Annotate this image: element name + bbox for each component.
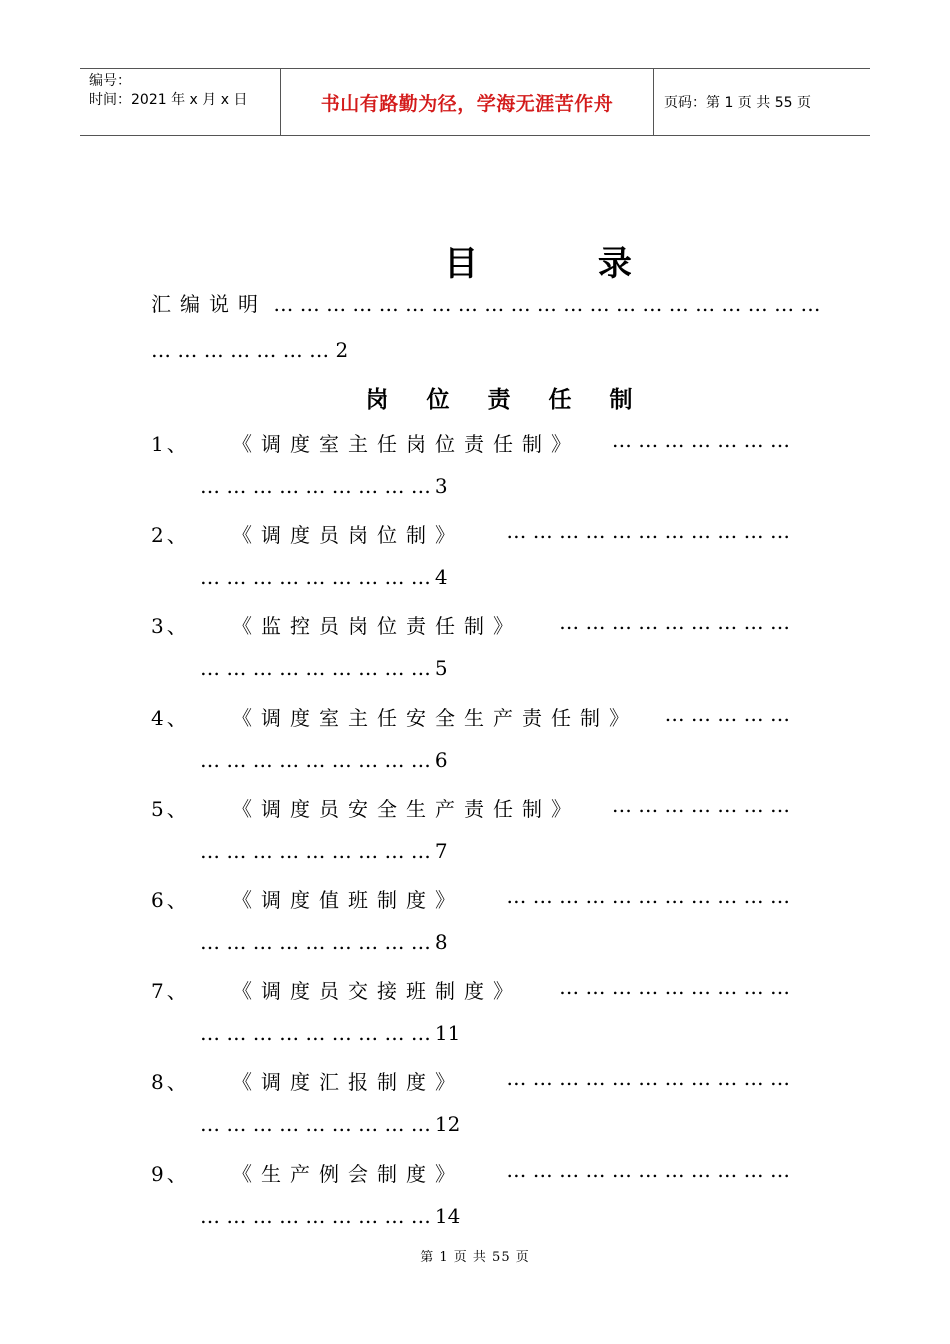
toc-entry-leader-cont: … … … … … … … … …	[200, 474, 431, 498]
toc-entry-leader-cont: … … … … … … … … …	[200, 838, 431, 863]
toc-entry-continuation	[200, 1112, 460, 1136]
toc-preface-line2	[151, 337, 348, 363]
toc-entry-continuation	[200, 656, 448, 680]
header-page-label: 页码：第 1 页 共 55 页	[664, 95, 811, 111]
toc-entry-title: 《生产例会制度》	[232, 1161, 464, 1186]
toc-entry-number: 2、	[151, 523, 190, 548]
toc-preface-dots-cont: … … … … … … …	[151, 338, 330, 362]
doc-time-label: 时间：2021 年 x 月 x 日	[89, 92, 248, 108]
toc-entry-page: 11	[434, 1021, 461, 1046]
toc-entry-page: 6	[434, 747, 448, 772]
toc-preface-line1	[151, 291, 821, 317]
toc-entry-title: 《调度值班制度》	[232, 888, 464, 912]
toc-entry-leader-cont: … … … … … … … … …	[200, 1112, 431, 1137]
toc-entry-title: 《调度室主任岗位责任制》	[232, 432, 580, 456]
toc-entry-leader: … … … … … … …	[611, 792, 790, 817]
toc-entry-leader-cont: … … … … … … … … …	[200, 747, 431, 772]
toc-title-right: 录	[597, 244, 636, 284]
toc-preface-page: 2	[335, 338, 349, 362]
page-footer: 第 1 页 共 55 页	[420, 1250, 530, 1265]
header-meta	[80, 69, 281, 135]
toc-entry-continuation	[200, 474, 448, 498]
header-motto-cell	[281, 69, 654, 135]
toc-entry-continuation	[200, 748, 448, 772]
toc-entry-leader: … … … … … … …	[611, 428, 790, 452]
toc-entry-number: 1、	[151, 432, 190, 456]
header-motto: 书山有路勤为径，学海无涯苦作舟	[320, 92, 614, 115]
toc-entry-continuation	[200, 565, 448, 589]
toc-entry-number: 5、	[151, 796, 190, 821]
toc-entry-leader: … … … … … … … … …	[559, 610, 790, 635]
toc-preface-label: 汇编说明	[151, 292, 267, 316]
toc-entry-leader-cont: … … … … … … … … …	[200, 656, 431, 681]
toc-entry-leader: … … … … … … … … … … …	[506, 519, 790, 544]
toc-entry-leader-cont: … … … … … … … … …	[200, 1021, 431, 1046]
toc-entry-leader: … … … … … … … … … … …	[506, 1066, 790, 1091]
toc-entry-page: 8	[434, 930, 448, 954]
toc-title-left: 目	[444, 244, 483, 284]
toc-entry-page: 7	[434, 838, 448, 863]
toc-entry-title: 《调度室主任安全生产责任制》	[232, 705, 638, 730]
toc-entry-leader-cont: … … … … … … … … …	[200, 930, 431, 954]
toc-entry-number: 9、	[151, 1161, 190, 1186]
doc-code-label: 编号：	[89, 73, 131, 89]
section-title: 岗位责任制	[365, 386, 671, 413]
toc-entry-page: 5	[434, 656, 448, 681]
toc-entry-page: 4	[434, 565, 448, 590]
toc-entry-number: 7、	[151, 979, 190, 1004]
toc-entry-page: 12	[434, 1112, 461, 1137]
toc-entry-continuation	[200, 1021, 460, 1045]
toc-title	[0, 236, 950, 285]
toc-entry-number: 8、	[151, 1070, 190, 1095]
toc-entry-number: 6、	[151, 888, 190, 912]
toc-entry-title: 《监控员岗位责任制》	[232, 614, 522, 639]
toc-entry-title: 《调度员交接班制度》	[232, 979, 522, 1004]
toc-entry-title: 《调度员岗位制》	[232, 523, 464, 548]
toc-entry-leader: … … … … … … … … … … …	[506, 1157, 790, 1182]
toc-entry-continuation	[200, 1204, 460, 1228]
toc-entry-continuation	[200, 839, 448, 863]
toc-entry-leader: … … … … … … … … … … …	[506, 884, 790, 908]
toc-entry-title: 《调度员安全生产责任制》	[232, 796, 580, 821]
toc-entry-number: 4、	[151, 705, 190, 730]
toc-entry-leader-cont: … … … … … … … … …	[200, 1203, 431, 1228]
toc-entry-leader-cont: … … … … … … … … …	[200, 565, 431, 590]
toc-entry-number: 3、	[151, 614, 190, 639]
toc-entry-continuation	[200, 930, 448, 954]
toc-preface-dots: … … … … … … … … … … … … … … … … … … … … …	[273, 292, 821, 316]
toc-entry-leader: … … … … … … … … …	[559, 975, 790, 1000]
toc-entry-leader: … … … … …	[664, 701, 790, 726]
toc-entry-page: 14	[434, 1203, 461, 1228]
header-page-cell	[654, 69, 870, 135]
page-header	[80, 68, 870, 136]
toc-entry-page: 3	[434, 474, 448, 498]
toc-entry-title: 《调度汇报制度》	[232, 1070, 464, 1095]
